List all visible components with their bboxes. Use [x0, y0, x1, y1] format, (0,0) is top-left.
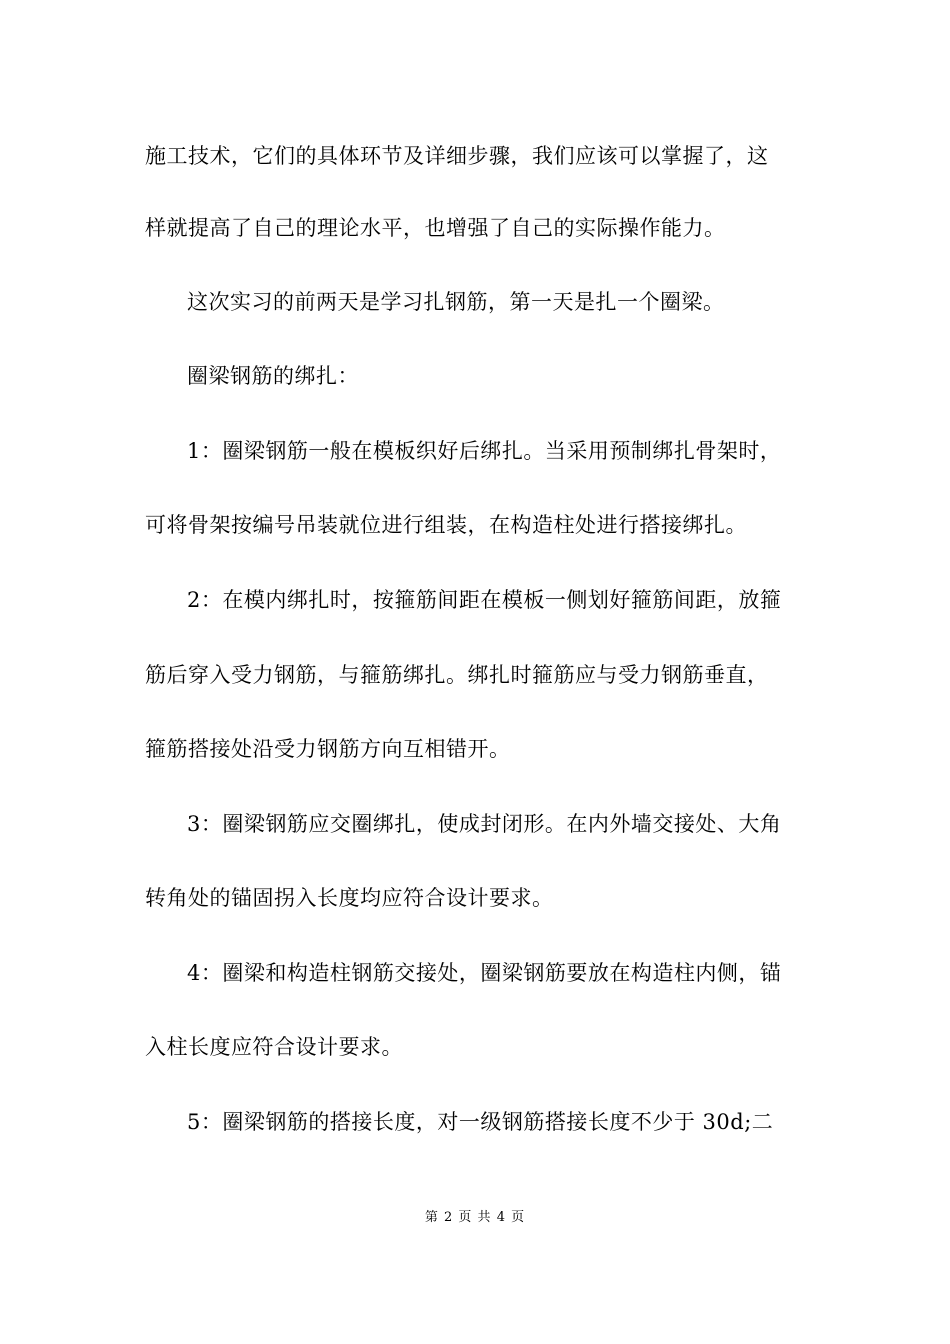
paragraph-line: 3：圈梁钢筋应交圈绑扎，使成封闭形。在内外墙交接处、大角: [187, 812, 782, 836]
page-footer: [0, 1209, 950, 1227]
paragraph-line: 1：圈梁钢筋一般在模板织好后绑扎。当采用预制绑扎骨架时，: [187, 439, 782, 463]
page-number-label: 第 2 页 共 4 页: [424, 1210, 526, 1225]
paragraph-line: 样就提高了自己的理论水平，也增强了自己的实际操作能力。: [145, 216, 726, 240]
section-heading: 圈梁钢筋的绑扎：: [187, 364, 359, 388]
paragraph-line: 施工技术，它们的具体环节及详细步骤，我们应该可以掌握了，这: [145, 144, 769, 168]
paragraph-line: 筋后穿入受力钢筋，与箍筋绑扎。绑扎时箍筋应与受力钢筋垂直，: [145, 663, 769, 687]
paragraph-line: 入柱长度应符合设计要求。: [145, 1035, 403, 1059]
paragraph-line: 转角处的锚固拐入长度均应符合设计要求。: [145, 886, 554, 910]
paragraph-line: 5：圈梁钢筋的搭接长度，对一级钢筋搭接长度不少于 30d;二: [187, 1110, 774, 1134]
paragraph-line: 箍筋搭接处沿受力钢筋方向互相错开。: [145, 737, 511, 761]
paragraph-line: 4：圈梁和构造柱钢筋交接处，圈梁钢筋要放在构造柱内侧，锚: [187, 961, 782, 985]
paragraph-line: 这次实习的前两天是学习扎钢筋，第一天是扎一个圈梁。: [187, 290, 725, 314]
paragraph-line: 2：在模内绑扎时，按箍筋间距在模板一侧划好箍筋间距，放箍: [187, 588, 782, 612]
paragraph-line: 可将骨架按编号吊装就位进行组装，在构造柱处进行搭接绑扎。: [145, 513, 747, 537]
